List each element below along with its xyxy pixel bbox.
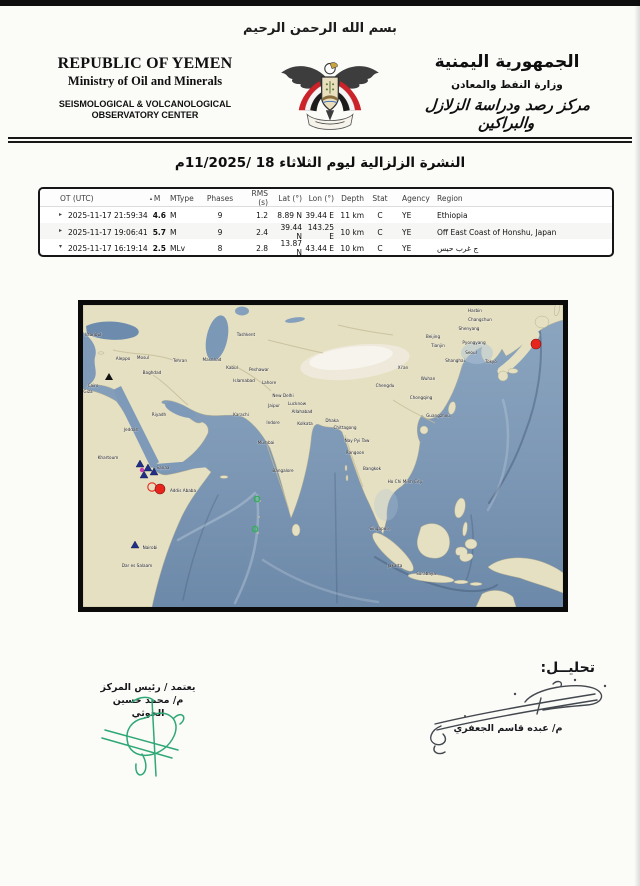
column-header-stat: Stat <box>372 193 388 203</box>
director-name: م/ محمد حسين الحوثي <box>112 695 184 719</box>
map-city-label: Kabul <box>226 365 238 370</box>
expand-arrow-icon: ▸ <box>59 211 63 218</box>
map-city-label: Beijing <box>425 334 441 339</box>
event-row <box>40 223 612 239</box>
map-city-label: Peshawar <box>248 367 270 372</box>
map-city-label: Tokyo <box>485 359 497 364</box>
cell-stat: C <box>377 227 383 237</box>
map-city-label: Nairobi <box>142 545 158 550</box>
analyst-signature <box>425 668 615 756</box>
column-header-agency: Agency <box>402 193 430 203</box>
map-city-label: Guangzhou <box>426 413 450 418</box>
map-city-label: Jaipur <box>268 403 280 408</box>
map-city-label: Istanbul <box>84 332 102 337</box>
cell-phases: 9 <box>217 227 223 237</box>
map-city-label: Wuhan <box>420 376 436 381</box>
scan-edge-shadow <box>634 0 640 886</box>
map-city-label: Jeddah <box>123 427 139 432</box>
map-city-label: Giza <box>83 389 93 394</box>
expand-arrow-icon: ▾ <box>59 243 63 250</box>
cell-lat: 39.44 N <box>280 223 302 241</box>
cell-m: 2.5 <box>152 243 166 253</box>
column-header-depth: Depth <box>341 193 364 203</box>
seismicity-map <box>78 300 568 612</box>
cell-ot: 2025-11-17 21:59:34 <box>68 210 148 220</box>
bulletin-title: النشرة الزلزالية ليوم الثلاثاء 18 /11/2025م <box>174 155 466 171</box>
event-table-body <box>40 207 612 255</box>
column-header-phases: Phases <box>206 193 234 203</box>
earthquake-marker <box>531 339 541 349</box>
cell-mtype: M <box>170 227 177 237</box>
country-name-ar: الجمهورية اليمنية <box>434 52 580 72</box>
event-table-header <box>40 189 612 207</box>
column-header-region: Region <box>437 193 463 203</box>
cell-agency: YE <box>402 243 412 253</box>
map-city-label: Karachi <box>233 412 249 417</box>
bismillah-text: بسم الله الرحمن الرحيم <box>243 21 397 36</box>
column-header-mtype: MType <box>170 193 194 203</box>
magenta-dot-marker <box>140 468 144 472</box>
analyst-name: م/ عبده قاسم الجعفري <box>453 723 563 734</box>
country-name-en: REPUBLIC OF YEMEN <box>57 55 233 72</box>
event-row <box>40 207 612 223</box>
event-row <box>40 239 612 255</box>
column-header-m: ▴ M <box>149 193 161 203</box>
sort-icon: ▴ <box>149 195 154 202</box>
map-city-label: Pyongyang <box>462 340 486 345</box>
map-city-label: Allahabad <box>291 409 313 414</box>
analysis-label: تحليــل: <box>540 660 595 676</box>
cell-lon: 39.44 E <box>305 210 334 220</box>
cell-region: Ethiopia <box>437 210 468 220</box>
cell-rms: 2.4 <box>256 227 268 237</box>
map-city-label: Xi'an <box>397 365 409 370</box>
map-city-label: Harbin <box>468 308 482 313</box>
map-city-label: Bangalore <box>272 468 294 473</box>
event-table <box>38 187 614 257</box>
map-city-label: Changchun <box>468 317 492 322</box>
map-city-label: Nay Pyi Taw <box>344 438 370 443</box>
green-ring-marker <box>254 496 260 502</box>
map-city-label: New Delhi <box>272 393 294 398</box>
yemen-coat-of-arms-icon <box>278 52 382 138</box>
map-city-label: Addis Ababa <box>169 488 197 493</box>
map-city-label: Khartoum <box>97 455 119 460</box>
map-city-label: Shenyang <box>458 326 480 331</box>
cell-lat: 8.89 N <box>277 210 302 220</box>
map-city-label: Chongqing <box>409 395 433 400</box>
cell-m: 4.6 <box>152 210 166 220</box>
map-city-label: Lahore <box>261 380 277 385</box>
map-city-label: Seoul <box>465 350 477 355</box>
map-city-label: Surabaya <box>416 571 436 576</box>
cell-agency: YE <box>402 210 412 220</box>
map-image <box>83 305 563 607</box>
header-divider-rule <box>8 137 632 143</box>
cell-region: ج غرب حيس <box>437 243 479 253</box>
map-city-label: Aleppo <box>115 356 131 361</box>
map-city-label: Chengdu <box>375 383 395 388</box>
column-header-lat: Lat (°) <box>278 193 302 203</box>
cell-ot: 2025-11-17 16:19:14 <box>68 243 148 253</box>
center-name-en-line2: OBSERVATORY CENTER <box>91 110 199 120</box>
map-city-label: Chittagong <box>333 425 357 430</box>
cell-m: 5.7 <box>152 227 166 237</box>
cell-depth: 11 km <box>340 210 364 220</box>
map-city-label: Sanaa <box>156 465 170 470</box>
approval-title: يعتمد / رئيس المركز <box>100 682 196 693</box>
earthquake-marker <box>155 484 165 494</box>
map-city-label: Jakarta <box>387 563 403 568</box>
cell-ot: 2025-11-17 19:06:41 <box>68 227 148 237</box>
header-english <box>34 55 256 121</box>
cell-lon: 143.25 E <box>307 223 334 241</box>
cell-agency: YE <box>402 227 412 237</box>
ministry-name-en: Ministry of Oil and Minerals <box>67 74 223 88</box>
map-city-label: Rangoon <box>345 450 365 455</box>
map-city-label: Tehran <box>172 358 188 363</box>
cell-depth: 10 km <box>340 243 364 253</box>
map-city-label: Bangkok <box>362 466 382 471</box>
map-city-label: Cairo <box>87 383 99 388</box>
cell-phases: 8 <box>217 243 223 253</box>
cell-rms: 2.8 <box>256 243 268 253</box>
map-city-label: Tashkent <box>236 332 256 337</box>
scan-top-bar <box>0 0 640 6</box>
cell-region: Off East Coast of Honshu, Japan <box>437 227 557 237</box>
cell-mtype: MLv <box>170 243 186 253</box>
map-city-label: Ho Chi Minh City <box>387 479 423 484</box>
cell-depth: 10 km <box>340 227 364 237</box>
cell-phases: 9 <box>217 210 223 220</box>
center-name-en-line1: SEISMOLOGICAL & VOLCANOLOGICAL <box>58 99 232 109</box>
map-city-label: Riyadh <box>151 412 167 417</box>
map-city-label: Mosul <box>136 355 150 360</box>
green-ring-marker <box>252 526 258 532</box>
map-city-label: Dar es Salaam <box>121 563 153 568</box>
map-city-label: Kolkata <box>297 421 313 426</box>
map-city-label: Tianjin <box>431 343 445 348</box>
map-city-label: Singapore <box>369 526 391 531</box>
cell-stat: C <box>377 243 383 253</box>
cell-mtype: M <box>170 210 177 220</box>
cell-stat: C <box>377 210 383 220</box>
director-signature <box>90 688 215 788</box>
expand-arrow-icon: ▸ <box>59 227 63 234</box>
ministry-name-ar: وزارة النفط والمعادن <box>451 79 563 91</box>
header-arabic <box>404 52 610 132</box>
map-city-label: Dhaka <box>325 418 339 423</box>
map-city-label: Shanghai <box>445 358 465 363</box>
cell-rms: 1.2 <box>256 210 268 220</box>
center-name-ar: مركز رصد ودراسة الزلازل والبراكين <box>424 96 591 132</box>
map-city-label: Islamabad <box>233 378 255 383</box>
column-header-rms: RMS (s) <box>251 189 268 207</box>
map-city-label: Mumbai <box>257 440 275 445</box>
map-city-label: Indore <box>266 420 280 425</box>
column-header-lon: Lon (°) <box>308 193 334 203</box>
column-header-ot: OT (UTC) <box>60 193 94 203</box>
cell-lon: 43.44 E <box>305 243 334 253</box>
map-city-label: Baghdad <box>142 370 162 375</box>
cell-lat: 13.87 N <box>280 239 302 257</box>
map-city-label: Mashhad <box>202 357 222 362</box>
map-city-label: Lucknow <box>287 401 307 406</box>
